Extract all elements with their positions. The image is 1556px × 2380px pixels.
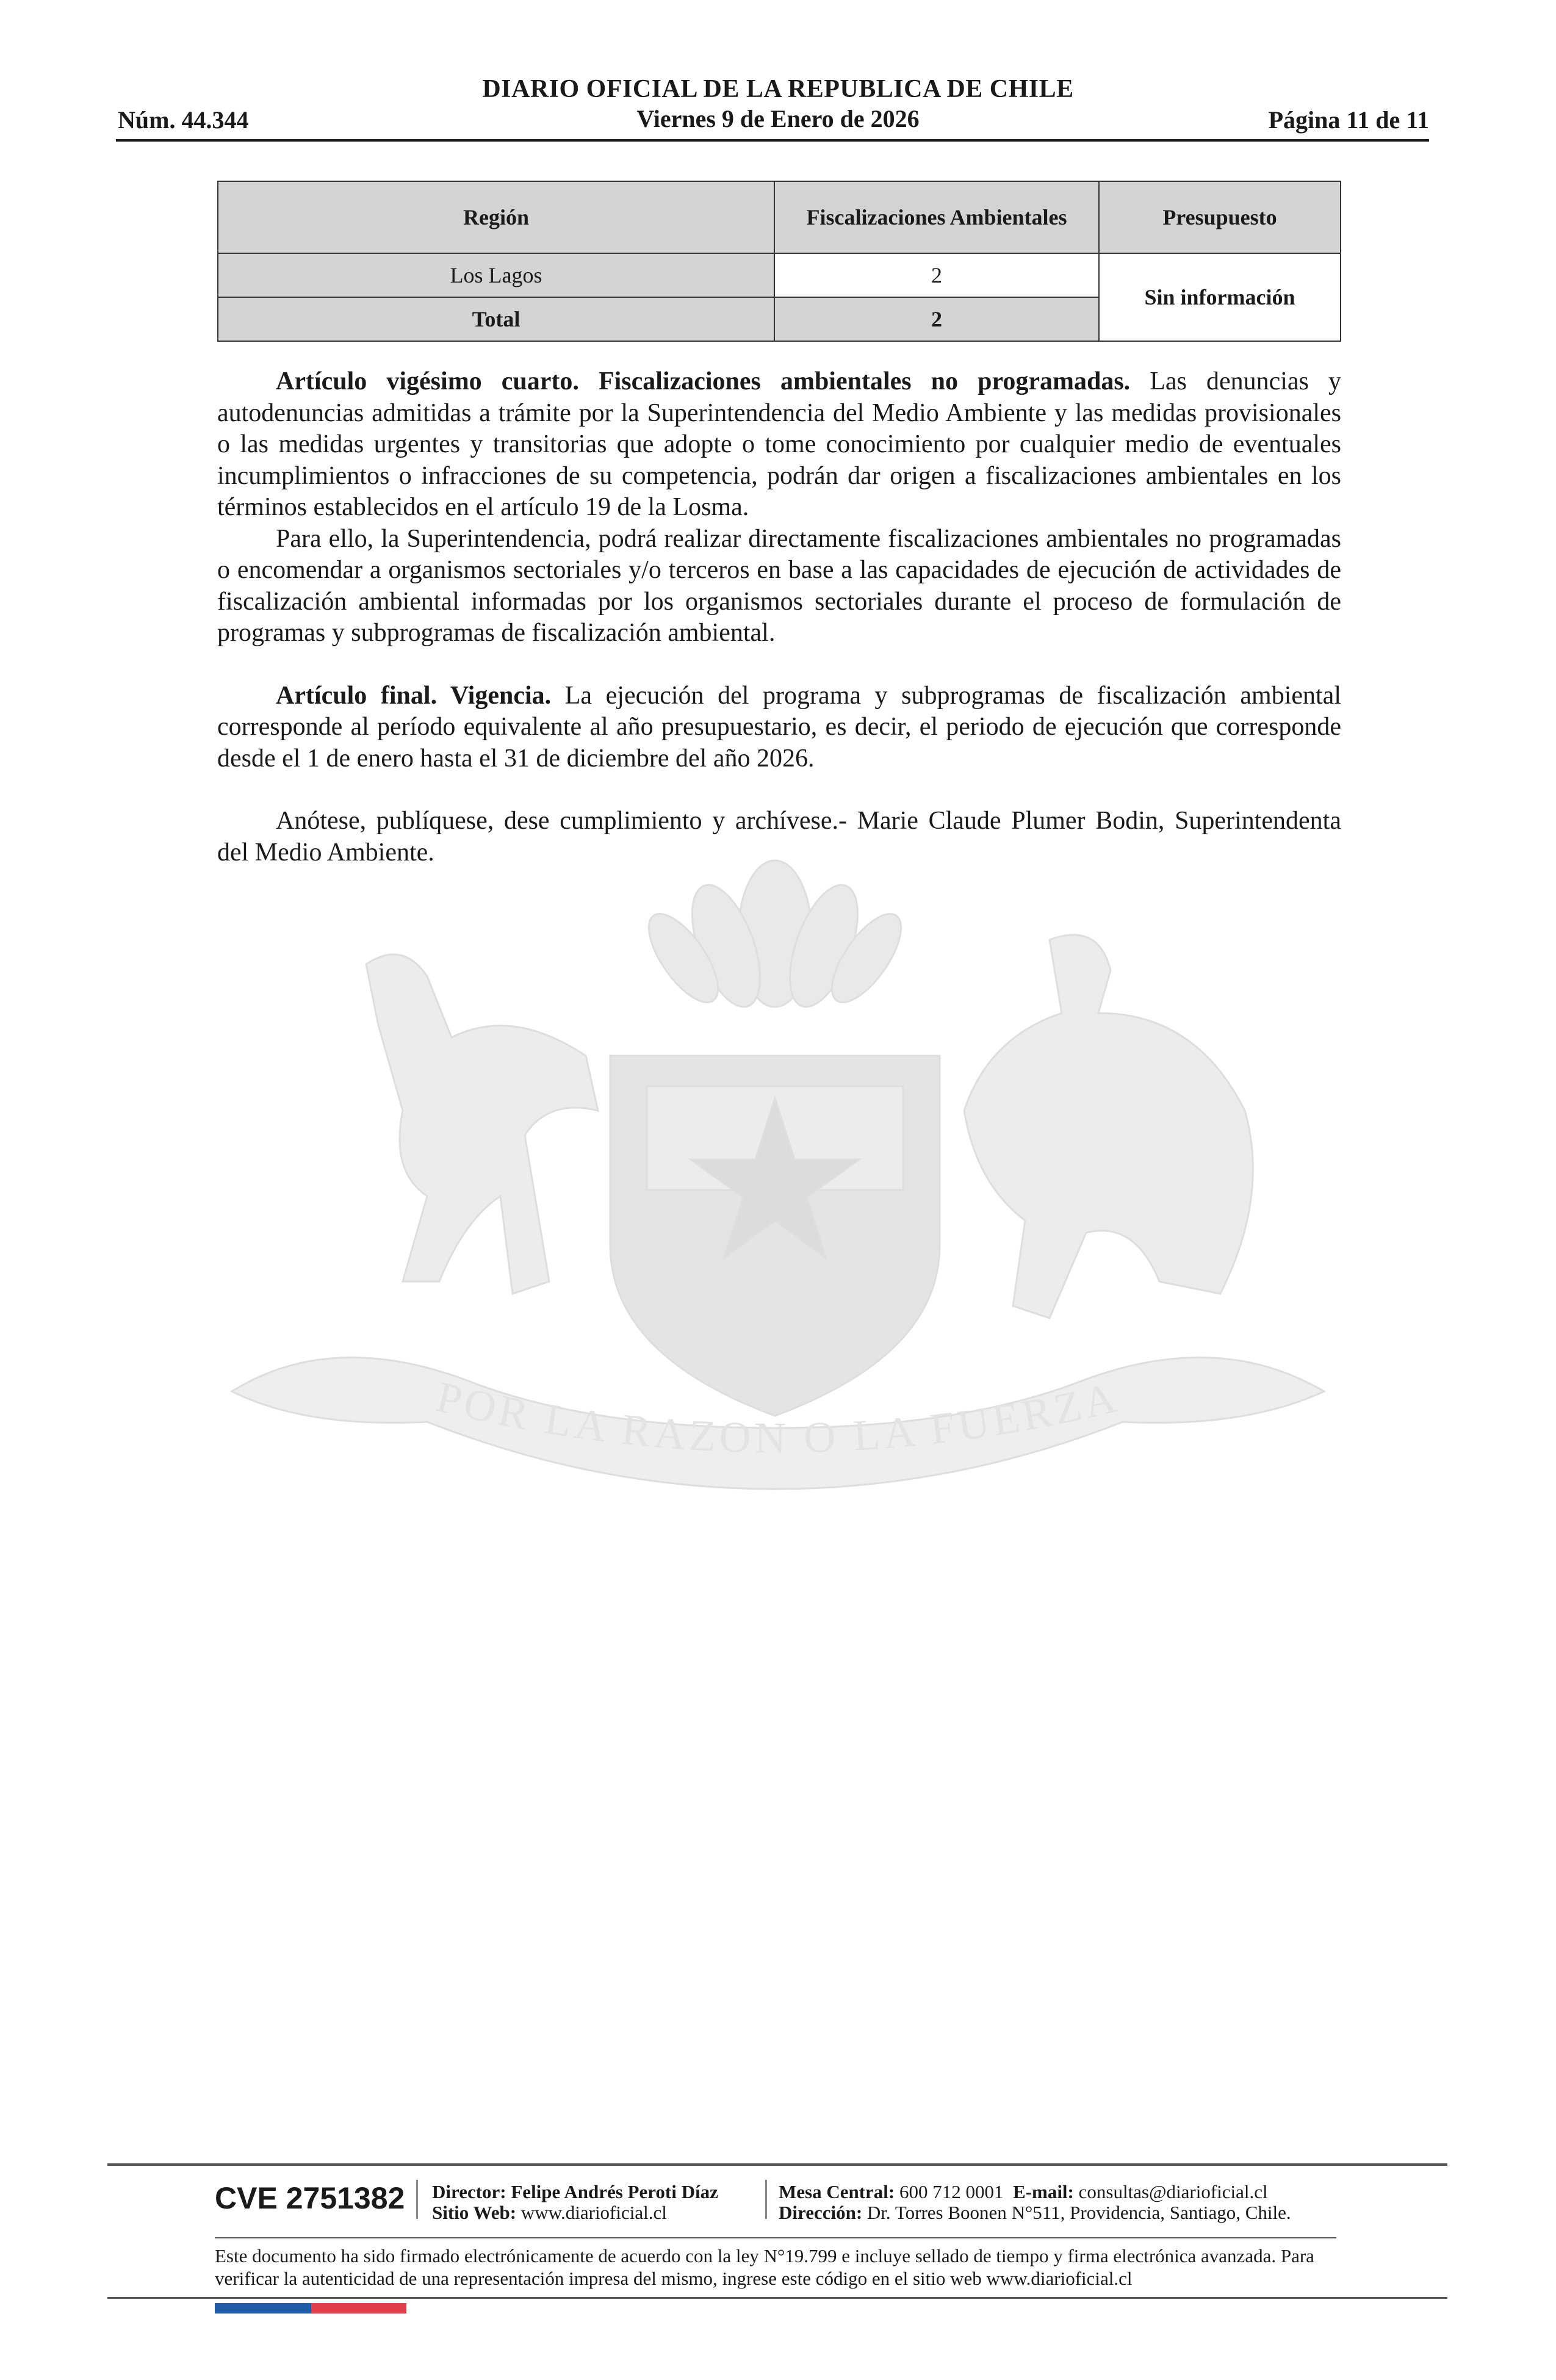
issue-number: Núm. 44.344 bbox=[118, 106, 249, 134]
budget-table bbox=[217, 181, 1341, 342]
closing-paragraph: Anótese, publíquese, dese cumplimiento y archívese.- Marie Claude Plumer Bodin, Superintendenta del Medio Ambiente. bbox=[217, 807, 1341, 867]
table-row bbox=[218, 253, 1341, 297]
flag-bar-blue bbox=[215, 2303, 311, 2313]
director-name: Felipe Andrés Peroti Díaz bbox=[511, 2181, 718, 2202]
phone-number: 600 712 0001 bbox=[899, 2181, 1004, 2202]
article-final-heading: Artículo final. Vigencia. bbox=[276, 681, 552, 710]
email-link[interactable]: consultas@diarioficial.cl bbox=[1078, 2181, 1268, 2202]
cell-region: Los Lagos bbox=[218, 253, 774, 297]
flag-bar-red bbox=[311, 2303, 406, 2313]
newspaper-title: DIARIO OFICIAL DE LA REPUBLICA DE CHILE bbox=[482, 75, 1074, 103]
article-final-text: La ejecución del programa y subprogramas de fiscalización ambiental corresponde al período equivalente al año presupuestario, es decir, el periodo de ejecución que corresponde desde el 1 de enero hasta el 31 de diciembre del año 2026. bbox=[217, 681, 1341, 773]
address-value: Dr. Torres Boonen N°511, Providencia, Santiago, Chile. bbox=[866, 2202, 1291, 2223]
cve-code: CVE 2751382 bbox=[215, 2181, 405, 2215]
coat-of-arms-watermark bbox=[207, 854, 1349, 1574]
footer-divider-mid bbox=[215, 2237, 1336, 2238]
header-region: Región bbox=[218, 181, 774, 253]
signature-note: Este documento ha sido firmado electrónicamente de acuerdo con la ley N°19.799 e incluye sellado de tiempo y firma electrónica avanzada. Para verificar la autenticidad de una representación impresa del mismo, ingrese este código en el sitio web www.diarioficial.cl bbox=[215, 2245, 1314, 2289]
footer-contact-block bbox=[779, 2182, 1291, 2223]
footer-separator bbox=[765, 2180, 767, 2219]
cell-total-label: Total bbox=[218, 297, 774, 341]
article-body bbox=[217, 366, 1341, 868]
footer-divider-top bbox=[107, 2163, 1447, 2166]
footer-divider-bottom bbox=[107, 2297, 1447, 2299]
email-label: E-mail: bbox=[1013, 2181, 1074, 2202]
footer-director-block bbox=[432, 2182, 718, 2223]
article-final-paragraph bbox=[217, 680, 1341, 775]
article-24-paragraph bbox=[217, 366, 1341, 524]
watermark-motto-path: POR LA RAZON O LA FUERZA bbox=[431, 1372, 1125, 1463]
address-label: Dirección: bbox=[779, 2202, 863, 2223]
header-divider bbox=[116, 139, 1429, 142]
website-label: Sitio Web: bbox=[432, 2202, 517, 2223]
article-24-heading: Artículo vigésimo cuarto. Fiscalizaciones ambientales no programadas. bbox=[276, 367, 1131, 395]
cell-count: 2 bbox=[774, 253, 1099, 297]
article-24-text: Las denuncias y autodenuncias admitidas a trámite por la Superintendencia del Medio Ambiente y las medidas provisionales o las medidas urgentes y transitorias que adopte o tome conocimiento por cualquier medio de eventuales incumplimientos o infracciones de su competencia, podrán dar origen a fiscalizaciones ambientales en los términos establecidos en el artículo 19 de la Losma. bbox=[217, 367, 1341, 521]
website-link[interactable]: www.diarioficial.cl bbox=[520, 2202, 667, 2223]
header-budget: Presupuesto bbox=[1099, 181, 1341, 253]
cell-total-count: 2 bbox=[774, 297, 1099, 341]
article-24-paragraph-2: Para ello, la Superintendencia, podrá realizar directamente fiscalizaciones ambientales no programadas o encomendar a organismos sectoriales y/o terceros en base a las capacidades de ejecución de actividades de fiscalización ambiental informadas por los organismos sectoriales durante el proceso de formulación de programas y subprogramas de fiscalización ambiental. bbox=[217, 524, 1341, 647]
phone-label: Mesa Central: bbox=[779, 2181, 895, 2202]
director-label: Director: bbox=[432, 2181, 506, 2202]
issue-date: Viernes 9 de Enero de 2026 bbox=[636, 105, 920, 132]
cell-budget: Sin información bbox=[1099, 253, 1341, 341]
condor-figure bbox=[964, 935, 1253, 1318]
huemul-figure bbox=[366, 954, 598, 1294]
header-inspections: Fiscalizaciones Ambientales bbox=[774, 181, 1099, 253]
footer-separator bbox=[416, 2180, 418, 2219]
page-indicator: Página 11 de 11 bbox=[1268, 106, 1429, 134]
